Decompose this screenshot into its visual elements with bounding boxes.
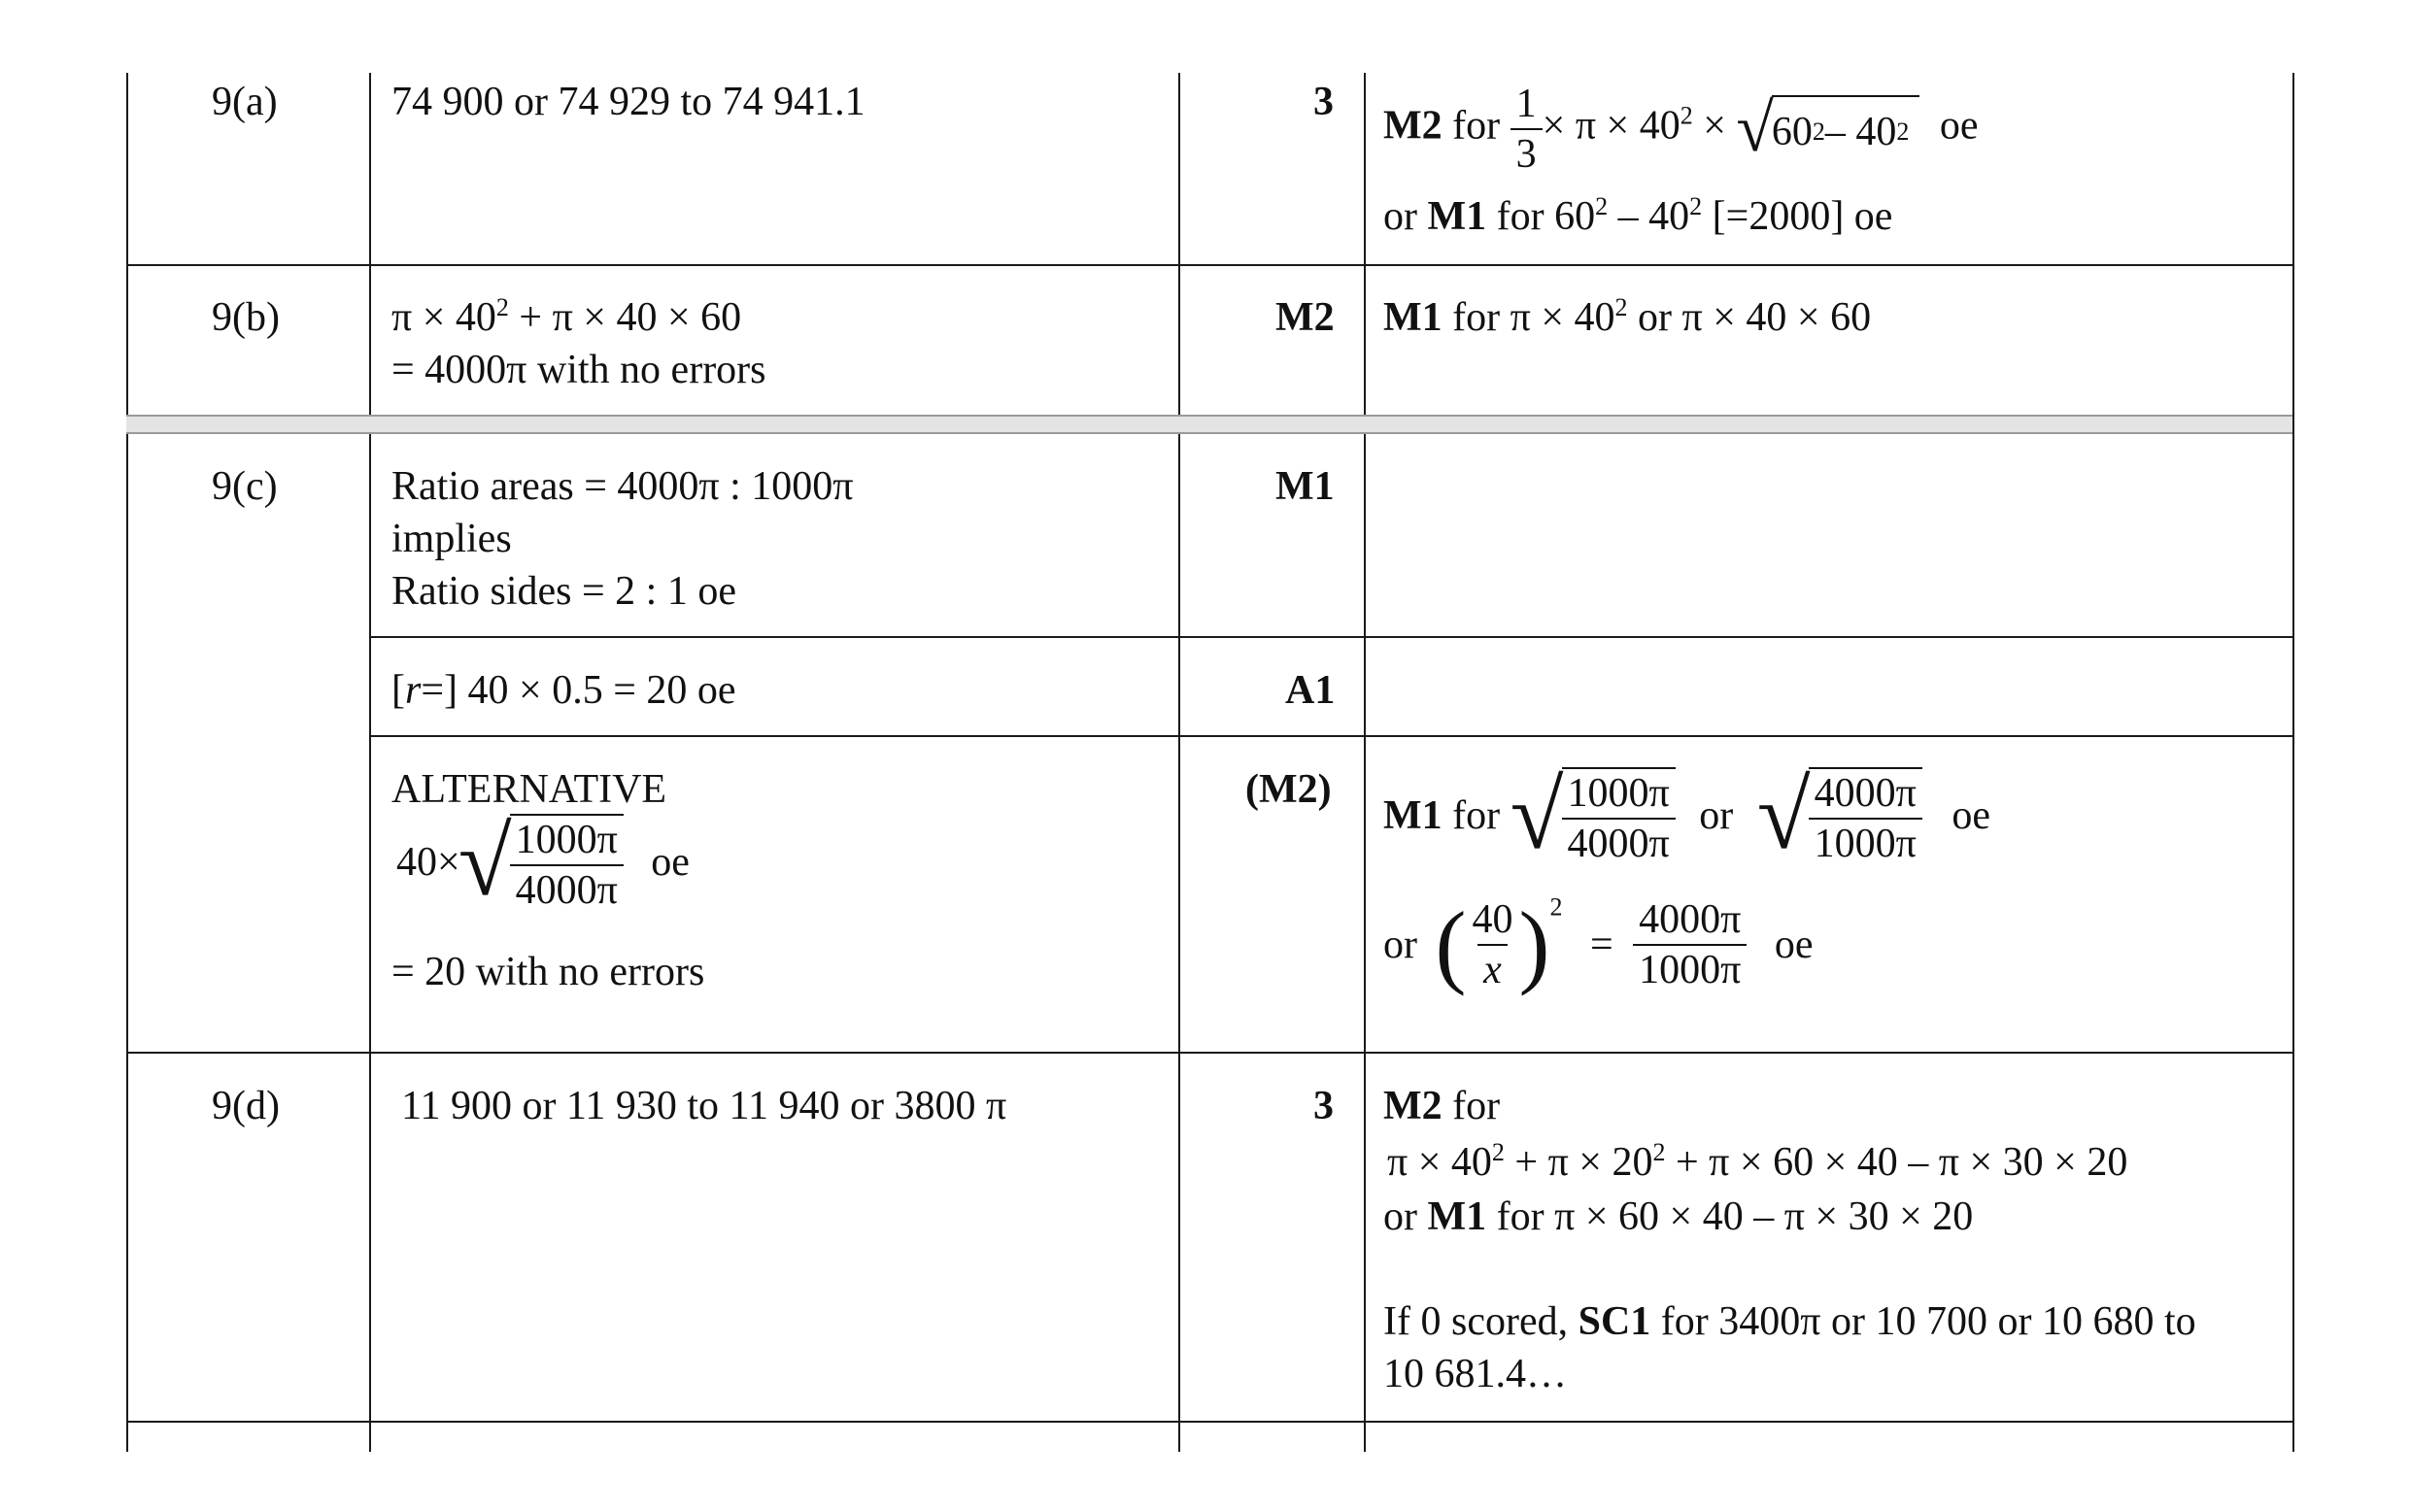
guidance-9d-line4 xyxy=(1383,1301,2196,1342)
question-part-9d: 9(d) xyxy=(212,1084,280,1128)
fraction-denominator: 1000π xyxy=(1633,944,1747,991)
question-part-9a: 9(a) xyxy=(212,80,278,124)
text-segment: [=2000] oe xyxy=(1702,194,1893,239)
marks-9c-1: M1 xyxy=(1275,464,1335,509)
expr-pi-40: × π × 40 xyxy=(1542,103,1680,149)
or-word: or xyxy=(1699,793,1734,838)
radical-icon: √ xyxy=(1756,761,1811,869)
square-root xyxy=(1756,761,1922,869)
page-break-separator xyxy=(126,415,2292,434)
radicand-60: 60 xyxy=(1771,110,1813,154)
superscript: 2 xyxy=(495,293,509,321)
for-word: for xyxy=(1452,1084,1501,1128)
superscript: 2 xyxy=(1652,1138,1666,1166)
radicand xyxy=(1562,767,1676,864)
oe-label: oe xyxy=(1939,103,1979,149)
row-divider-c-d xyxy=(126,1052,2294,1054)
fraction xyxy=(1562,773,1676,864)
mark-code-m1: M1 xyxy=(1383,793,1443,838)
guidance-9d-line5: 10 681.4… xyxy=(1383,1352,1567,1396)
fraction xyxy=(510,820,624,911)
guidance-9d-line1 xyxy=(1383,1086,1500,1126)
guidance-9d-line2 xyxy=(1387,1138,2128,1185)
text-segment: + π × 60 × 40 – π × 30 × 20 xyxy=(1665,1140,2128,1185)
radical-icon: √ xyxy=(458,808,512,916)
table-border-right xyxy=(2292,73,2294,1452)
radical-icon: √ xyxy=(1510,761,1564,869)
fraction-denominator: 1000π xyxy=(1809,818,1922,864)
fraction-denominator: 4000π xyxy=(1562,818,1676,864)
guidance-9c-line2 xyxy=(1383,892,1814,996)
radicand: 60 2 – 40 2 xyxy=(1772,95,1919,163)
column-divider-2 xyxy=(1178,73,1180,1452)
fraction xyxy=(1466,899,1518,991)
radicand xyxy=(1809,767,1922,864)
text-segment: or π × 40 × 60 xyxy=(1627,295,1872,340)
text-segment: for 60 xyxy=(1496,194,1596,239)
column-divider-1 xyxy=(369,73,371,1452)
guidance-9a-line1 xyxy=(1383,84,1978,175)
right-paren: ) xyxy=(1518,892,1550,996)
text-segment: for π × 40 xyxy=(1442,295,1615,340)
row-divider-a-b xyxy=(126,264,2294,266)
answer-9c-line2: implies xyxy=(391,517,512,561)
text-segment: π × 40 xyxy=(391,295,496,340)
marks-9b: M2 xyxy=(1275,295,1335,340)
square-root xyxy=(458,808,624,916)
text-segment: π × 40 xyxy=(1387,1140,1492,1185)
column-divider-3 xyxy=(1364,73,1366,1452)
oe-label: oe xyxy=(1952,793,1991,838)
oe-label: oe xyxy=(1774,923,1814,967)
fraction-denominator: x xyxy=(1477,944,1508,991)
text-segment: + π × 20 xyxy=(1504,1140,1653,1185)
fraction-denominator: 4000π xyxy=(510,864,624,911)
guidance-9a-line2 xyxy=(1383,192,1893,239)
question-part-9b: 9(b) xyxy=(212,295,280,340)
text-segment: 40× xyxy=(396,840,460,885)
oe-label: oe xyxy=(651,840,690,885)
alternative-title: ALTERNATIVE xyxy=(391,767,667,812)
table-border-left xyxy=(126,73,128,1452)
row-divider-c2-c3 xyxy=(369,735,2294,737)
left-paren: ( xyxy=(1435,892,1467,996)
superscript: 2 xyxy=(1680,101,1693,130)
answer-9b-line2: = 4000π with no errors xyxy=(391,348,766,392)
marks-9d: 3 xyxy=(1313,1084,1334,1128)
text-segment: for π × 60 × 40 – π × 30 × 20 xyxy=(1496,1194,1974,1239)
superscript: 2 xyxy=(1491,1138,1505,1166)
mark-code-m1: M1 xyxy=(1427,194,1487,239)
fraction xyxy=(1809,773,1922,864)
text-segment: =] 40 × 0.5 = 20 oe xyxy=(421,668,736,713)
alternative-expression xyxy=(396,808,690,916)
marks-9c-3: (M2) xyxy=(1245,767,1332,812)
text-segment: If 0 scored, xyxy=(1383,1299,1569,1344)
radicand xyxy=(510,814,624,911)
variable-r: r xyxy=(405,668,422,713)
question-part-9c: 9(c) xyxy=(212,464,278,509)
radical-icon: √ xyxy=(1736,91,1774,166)
or-word: or xyxy=(1383,194,1417,239)
marks-9c-2: A1 xyxy=(1285,668,1336,713)
alternative-result: = 20 with no errors xyxy=(391,950,705,994)
or-word: or xyxy=(1383,923,1417,967)
fraction-numerator: 1000π xyxy=(515,818,618,862)
superscript: 2 xyxy=(1549,892,1563,922)
mark-code-m2: M2 xyxy=(1383,103,1443,149)
superscript: 2 xyxy=(1595,192,1609,220)
text-segment: for 3400π or 10 700 or 10 680 to xyxy=(1660,1299,2196,1344)
answer-9b-line1 xyxy=(391,293,742,340)
superscript: 2 xyxy=(1689,192,1703,220)
fraction xyxy=(1633,899,1747,991)
radicand-minus-40: – 40 xyxy=(1824,110,1897,154)
fraction-numerator: 40 xyxy=(1472,897,1513,942)
fraction-numerator: 4000π xyxy=(1639,897,1742,942)
for-word: for xyxy=(1452,103,1501,149)
text-segment: – 40 xyxy=(1608,194,1690,239)
mark-code-m1: M1 xyxy=(1383,295,1443,340)
answer-9d: 11 900 or 11 930 to 11 940 or 3800 π xyxy=(401,1084,1007,1128)
answer-9c-line3: Ratio sides = 2 : 1 oe xyxy=(391,569,736,614)
text-segment: [ xyxy=(391,668,405,713)
answer-9a: 74 900 or 74 929 to 74 941.1 xyxy=(391,80,866,124)
square-root xyxy=(1510,761,1676,869)
fraction-numerator: 4000π xyxy=(1814,771,1917,816)
answer-9c-line1: Ratio areas = 4000π : 1000π xyxy=(391,464,854,509)
superscript: 2 xyxy=(1614,293,1628,321)
fraction-one-third xyxy=(1510,84,1543,175)
guidance-9c-line1 xyxy=(1383,761,1991,869)
equals-sign: = xyxy=(1589,923,1613,967)
row-divider-d-end xyxy=(126,1421,2294,1423)
times-sign: × xyxy=(1703,103,1726,149)
mark-code-m2: M2 xyxy=(1383,1084,1443,1128)
fraction-denominator: 3 xyxy=(1510,128,1543,175)
or-word: or xyxy=(1383,1194,1417,1239)
for-word: for xyxy=(1452,793,1501,838)
mark-code-m1: M1 xyxy=(1427,1194,1487,1239)
guidance-9d-line3 xyxy=(1383,1196,1973,1237)
row-divider-c1-c2 xyxy=(369,636,2294,638)
guidance-9b xyxy=(1383,293,1872,340)
answer-9c-r xyxy=(391,670,736,711)
fraction-numerator: 1 xyxy=(1515,82,1537,126)
mark-code-sc1: SC1 xyxy=(1578,1299,1651,1344)
fraction-numerator: 1000π xyxy=(1567,771,1670,816)
text-segment: + π × 40 × 60 xyxy=(508,295,742,340)
square-root xyxy=(1736,91,1918,166)
marks-9a: 3 xyxy=(1313,80,1334,124)
